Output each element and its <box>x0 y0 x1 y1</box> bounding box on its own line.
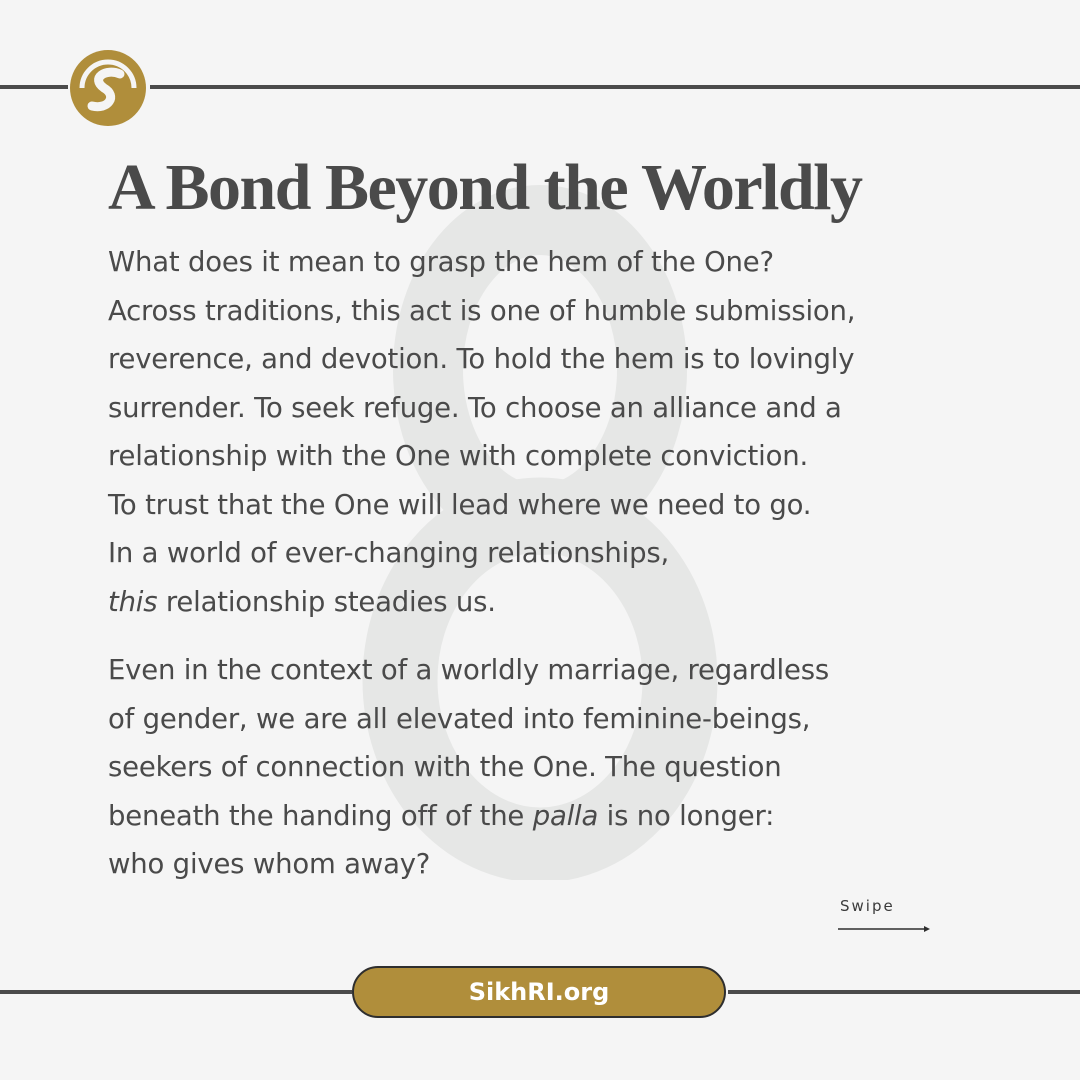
emphasis-palla: palla <box>532 799 599 832</box>
paragraph-1-line-4: surrender. To seek refuge. To choose an alliance and a <box>108 391 842 424</box>
paragraph-2-line-1: Even in the context of a worldly marriage, regardless <box>108 654 829 686</box>
paragraph-1-line-2: Across traditions, this act is one of humble submission, <box>108 294 856 327</box>
top-rule-left <box>0 85 68 89</box>
paragraph-1-line-6: To trust that the One will lead where we need to go. <box>108 488 812 521</box>
sikhri-logo-icon <box>68 48 148 128</box>
website-link-button[interactable] <box>352 966 726 1018</box>
paragraph-1 <box>108 238 1008 626</box>
paragraph-1-line-3: reverence, and devotion. To hold the hem is to lovingly <box>108 343 855 375</box>
paragraph-2-line-4-pre: beneath the handing off of the <box>108 799 533 832</box>
emphasis-this: this <box>108 585 158 618</box>
paragraph-2-line-3: seekers of connection with the One. The question <box>108 751 782 783</box>
paragraph-2-line-2: of gender, we are all elevated into feminine-beings, <box>108 702 811 735</box>
swipe-hint[interactable] <box>838 897 932 937</box>
swipe-label: Swipe <box>840 897 895 915</box>
paragraph-2-line-4 <box>108 792 1008 841</box>
arrow-right-icon <box>838 924 932 934</box>
paragraph-1-line-7: In a world of ever-changing relationships, <box>108 537 670 569</box>
paragraph-2-line-5: who gives whom away? <box>108 848 431 880</box>
paragraph-2-line-4-post: is no longer: <box>598 799 775 832</box>
paragraph-1-line-8 <box>108 578 1008 627</box>
bottom-rule-right <box>728 990 1080 994</box>
website-link-label: SikhRI.org <box>468 978 610 1006</box>
paragraph-1-line-5: relationship with the One with complete conviction. <box>108 440 808 472</box>
paragraph-1-line-1: What does it mean to grasp the hem of the One? <box>108 246 774 278</box>
paragraph-2 <box>108 646 1008 889</box>
top-rule-right <box>150 85 1080 89</box>
bottom-rule-left <box>0 990 352 994</box>
paragraph-1-line-8-rest: relationship steadies us. <box>157 585 496 618</box>
page-title: A Bond Beyond the Worldly <box>108 151 862 224</box>
